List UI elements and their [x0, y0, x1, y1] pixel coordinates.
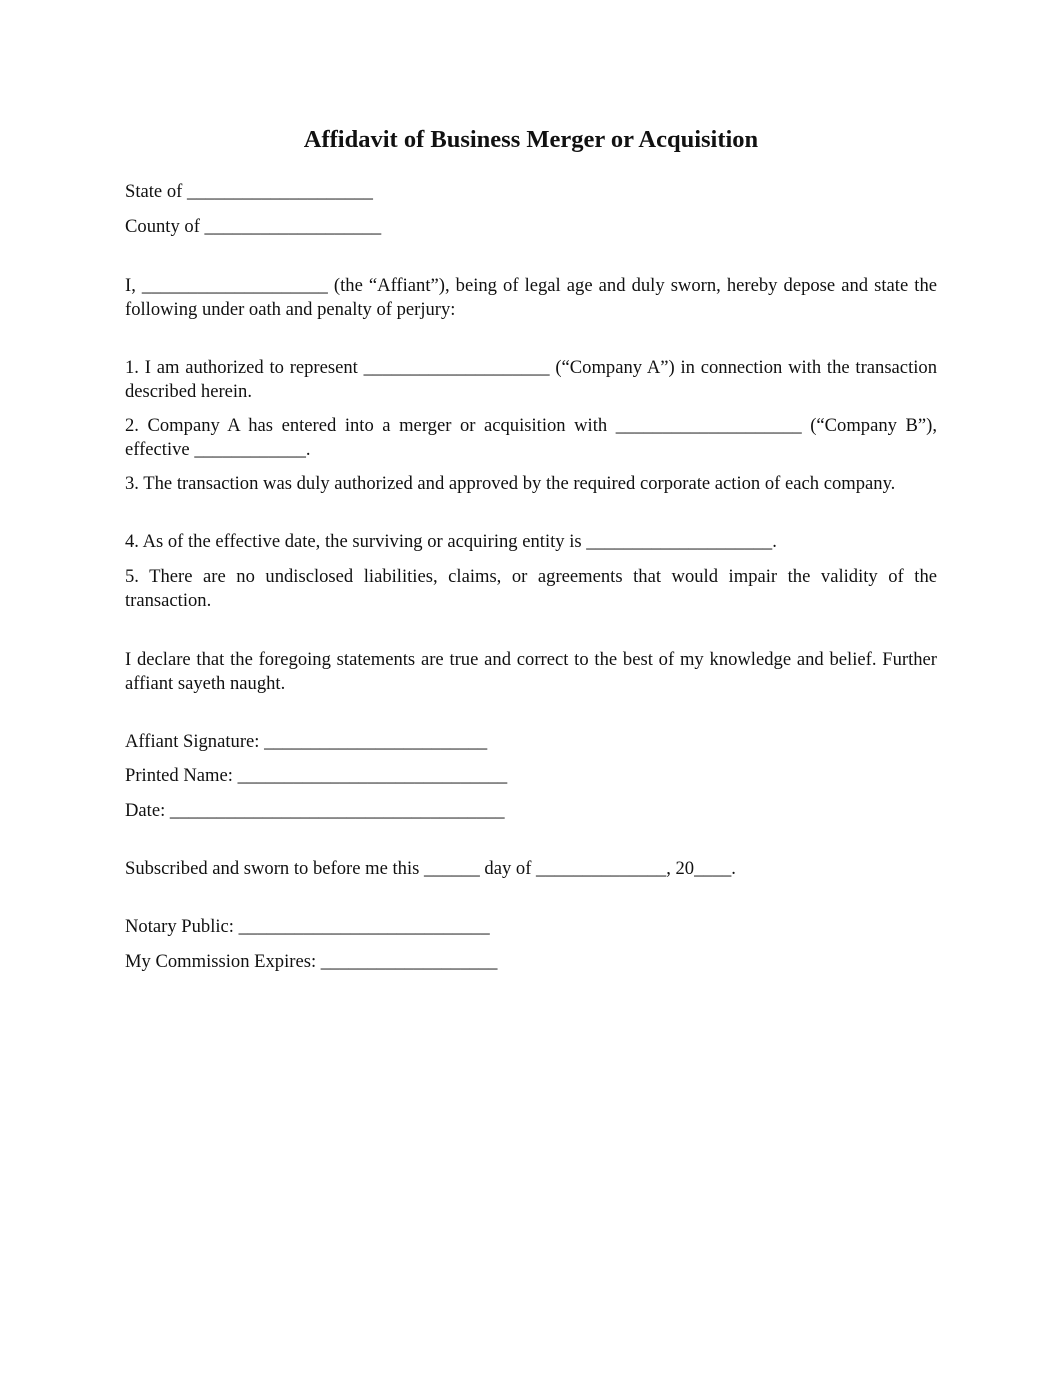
sworn-line: Subscribed and sworn to before me this ______ day of ______________, 20____. [125, 858, 736, 879]
item-1: 1. I am authorized to represent ____________________ (“Company A”) in connection with the transaction described herein. [125, 357, 937, 402]
affiant-signature-line: Affiant Signature: ________________________ [125, 731, 488, 752]
item-5: 5. There are no undisclosed liabilities, claims, or agreements that would impair the validity of the transaction. [125, 566, 937, 611]
printed-name-line: Printed Name: _____________________________ [125, 765, 508, 786]
state-line: State of ____________________ [125, 181, 373, 202]
commission-expires-line: My Commission Expires: ___________________ [125, 951, 498, 972]
intro-paragraph: I, ____________________ (the “Affiant”), being of legal age and duly sworn, hereby depose and state the following under oath and penalty of perjury: [125, 275, 937, 320]
document-title: Affidavit of Business Merger or Acquisition [303, 126, 759, 153]
item-3: 3. The transaction was duly authorized and approved by the required corporate action of each company. [125, 473, 896, 494]
notary-public-line: Notary Public: ___________________________ [125, 916, 490, 937]
item-4: 4. As of the effective date, the surviving or acquiring entity is ____________________. [125, 531, 777, 552]
county-line: County of ___________________ [125, 216, 382, 237]
item-2: 2. Company A has entered into a merger or acquisition with ____________________ (“Company B”), effective ____________. [125, 415, 937, 460]
declaration-paragraph: I declare that the foregoing statements are true and correct to the best of my knowledge and belief. Further affiant sayeth naught. [125, 649, 937, 694]
date-line: Date: ____________________________________ [125, 800, 505, 821]
